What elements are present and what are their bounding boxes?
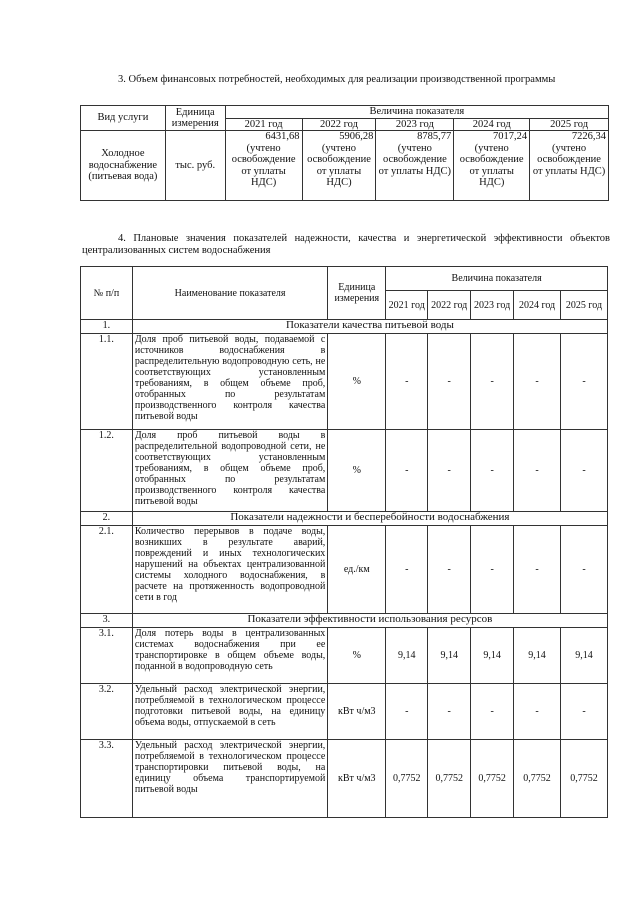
group-num: 2. bbox=[81, 512, 133, 526]
col-unit-header: Единица измерения bbox=[328, 267, 386, 320]
row-num: 3.3. bbox=[81, 740, 133, 818]
value-cell: - bbox=[514, 684, 561, 740]
indicator-name: Удельный расход электрической энергии, потребляемой в технологическом процессе подготовки питьевой воды, на единицу объема воды, отпускаемой в сеть bbox=[132, 684, 327, 740]
value-note: (учтено освобождение от уплаты НДС) bbox=[231, 142, 296, 188]
group-title: Показатели качества питьевой воды bbox=[132, 320, 607, 334]
value-cell: - bbox=[428, 526, 471, 614]
value-cell bbox=[530, 131, 609, 201]
col-unit-header: Единица измерения bbox=[165, 106, 225, 131]
value-cell: - bbox=[514, 526, 561, 614]
year-header: 2021 год bbox=[225, 118, 302, 131]
row-num: 2.1. bbox=[81, 526, 133, 614]
col-value-header: Величина показателя bbox=[225, 106, 608, 119]
col-num-header: № п/п bbox=[81, 267, 133, 320]
value-amount: 6431,68 bbox=[265, 131, 300, 142]
col-name-header: Наименование показателя bbox=[132, 267, 327, 320]
year-header: 2021 год bbox=[386, 291, 428, 320]
value-cell: 9,14 bbox=[471, 628, 514, 684]
indicator-name: Удельный расход электрической энергии, потребляемой в технологическом процессе транспортировки питьевой воды, на единицу объема транспортируемой питьевой воды bbox=[132, 740, 327, 818]
value-cell: - bbox=[471, 334, 514, 430]
row-num: 3.2. bbox=[81, 684, 133, 740]
value-cell bbox=[454, 131, 530, 201]
value-amount: 7017,24 bbox=[493, 131, 528, 142]
table-row bbox=[81, 628, 608, 684]
value-amount: 5906,28 bbox=[339, 131, 374, 142]
value-cell: 9,14 bbox=[561, 628, 608, 684]
value-cell: 0,7752 bbox=[561, 740, 608, 818]
unit-cell: кВт ч/м3 bbox=[328, 684, 386, 740]
value-cell: - bbox=[514, 334, 561, 430]
unit-cell: тыс. руб. bbox=[165, 131, 225, 201]
value-cell: - bbox=[514, 430, 561, 512]
value-cell: - bbox=[428, 684, 471, 740]
table-row bbox=[81, 526, 608, 614]
year-header: 2023 год bbox=[471, 291, 514, 320]
value-note: (учтено освобождение от уплаты НДС) bbox=[307, 142, 371, 188]
row-num: 3.1. bbox=[81, 628, 133, 684]
unit-cell: ед./км bbox=[328, 526, 386, 614]
unit-cell: % bbox=[328, 430, 386, 512]
indicator-name: Количество перерывов в подаче воды, возникших в результате аварий, повреждений и иных технологических нарушений на объектах централизованной системы холодного водоснабжения, в расчете на протяженность водопроводной сети в год bbox=[132, 526, 327, 614]
value-cell: - bbox=[471, 430, 514, 512]
financial-needs-table bbox=[80, 105, 609, 201]
indicator-name: Доля проб питьевой воды в распределительной водопроводной сети, не соответствующих установленным требованиям, в общем объеме проб, отобранных по результатам производственного контроля качества питьевой воды bbox=[132, 430, 327, 512]
value-cell: - bbox=[471, 526, 514, 614]
value-cell: - bbox=[561, 334, 608, 430]
value-cell: - bbox=[428, 430, 471, 512]
group-title: Показатели эффективности использования ресурсов bbox=[132, 614, 607, 628]
group-title: Показатели надежности и бесперебойности водоснабжения bbox=[132, 512, 607, 526]
value-cell: - bbox=[561, 430, 608, 512]
group-row bbox=[81, 614, 608, 628]
row-num: 1.2. bbox=[81, 430, 133, 512]
table-row bbox=[81, 684, 608, 740]
year-header: 2025 год bbox=[561, 291, 608, 320]
year-header: 2022 год bbox=[428, 291, 471, 320]
col-value-header: Величина показателя bbox=[386, 267, 608, 291]
value-cell bbox=[376, 131, 454, 201]
value-cell: - bbox=[428, 334, 471, 430]
value-cell: 9,14 bbox=[514, 628, 561, 684]
indicator-name: Доля проб питьевой воды, подаваемой с источников водоснабжения в распределительную водопроводную сеть, не соответствующих установленным требованиям, в общем объеме проб, отобранных по результатам производственного контроля качества питьевой воды bbox=[132, 334, 327, 430]
value-cell: - bbox=[386, 684, 428, 740]
value-cell: 0,7752 bbox=[428, 740, 471, 818]
value-cell: 9,14 bbox=[428, 628, 471, 684]
year-header: 2025 год bbox=[530, 118, 609, 131]
unit-cell: % bbox=[328, 628, 386, 684]
value-amount: 7226,34 bbox=[571, 131, 606, 142]
value-cell: 9,14 bbox=[386, 628, 428, 684]
section3-heading: 3. Объем финансовых потребностей, необходимых для реализации производственной программы bbox=[118, 74, 556, 85]
unit-cell: % bbox=[328, 334, 386, 430]
table-row bbox=[81, 334, 608, 430]
value-note: (учтено освобождение от уплаты НДС) bbox=[532, 142, 606, 177]
value-note: (учтено освобождение от уплаты НДС) bbox=[459, 142, 524, 188]
value-cell bbox=[225, 131, 302, 201]
unit-cell: кВт ч/м3 bbox=[328, 740, 386, 818]
value-amount: 8785,77 bbox=[417, 131, 452, 142]
year-header: 2023 год bbox=[376, 118, 454, 131]
value-cell: 0,7752 bbox=[514, 740, 561, 818]
service-cell: Холодное водоснабжение (питьевая вода) bbox=[81, 131, 166, 201]
value-cell: - bbox=[471, 684, 514, 740]
row-num: 1.1. bbox=[81, 334, 133, 430]
value-cell bbox=[302, 131, 376, 201]
value-cell: - bbox=[386, 334, 428, 430]
group-num: 3. bbox=[81, 614, 133, 628]
col-service-header: Вид услуги bbox=[81, 106, 166, 131]
group-row bbox=[81, 320, 608, 334]
table-row bbox=[81, 430, 608, 512]
section4-heading: 4. Плановые значения показателей надежности, качества и энергетической эффективности объектов централизованных систем водоснабжения bbox=[82, 233, 610, 256]
year-header: 2022 год bbox=[302, 118, 376, 131]
value-cell: - bbox=[386, 430, 428, 512]
value-cell: 0,7752 bbox=[471, 740, 514, 818]
group-num: 1. bbox=[81, 320, 133, 334]
value-cell: - bbox=[561, 684, 608, 740]
year-header: 2024 год bbox=[454, 118, 530, 131]
value-cell: 0,7752 bbox=[386, 740, 428, 818]
value-cell: - bbox=[386, 526, 428, 614]
year-header: 2024 год bbox=[514, 291, 561, 320]
group-row bbox=[81, 512, 608, 526]
indicators-table bbox=[80, 266, 608, 818]
indicator-name: Доля потерь воды в централизованных системах водоснабжения при ее транспортировке в общем объеме воды, поданной в водопроводную сеть bbox=[132, 628, 327, 684]
table-row bbox=[81, 740, 608, 818]
value-cell: - bbox=[561, 526, 608, 614]
value-note: (учтено освобождение от уплаты НДС) bbox=[378, 142, 452, 177]
